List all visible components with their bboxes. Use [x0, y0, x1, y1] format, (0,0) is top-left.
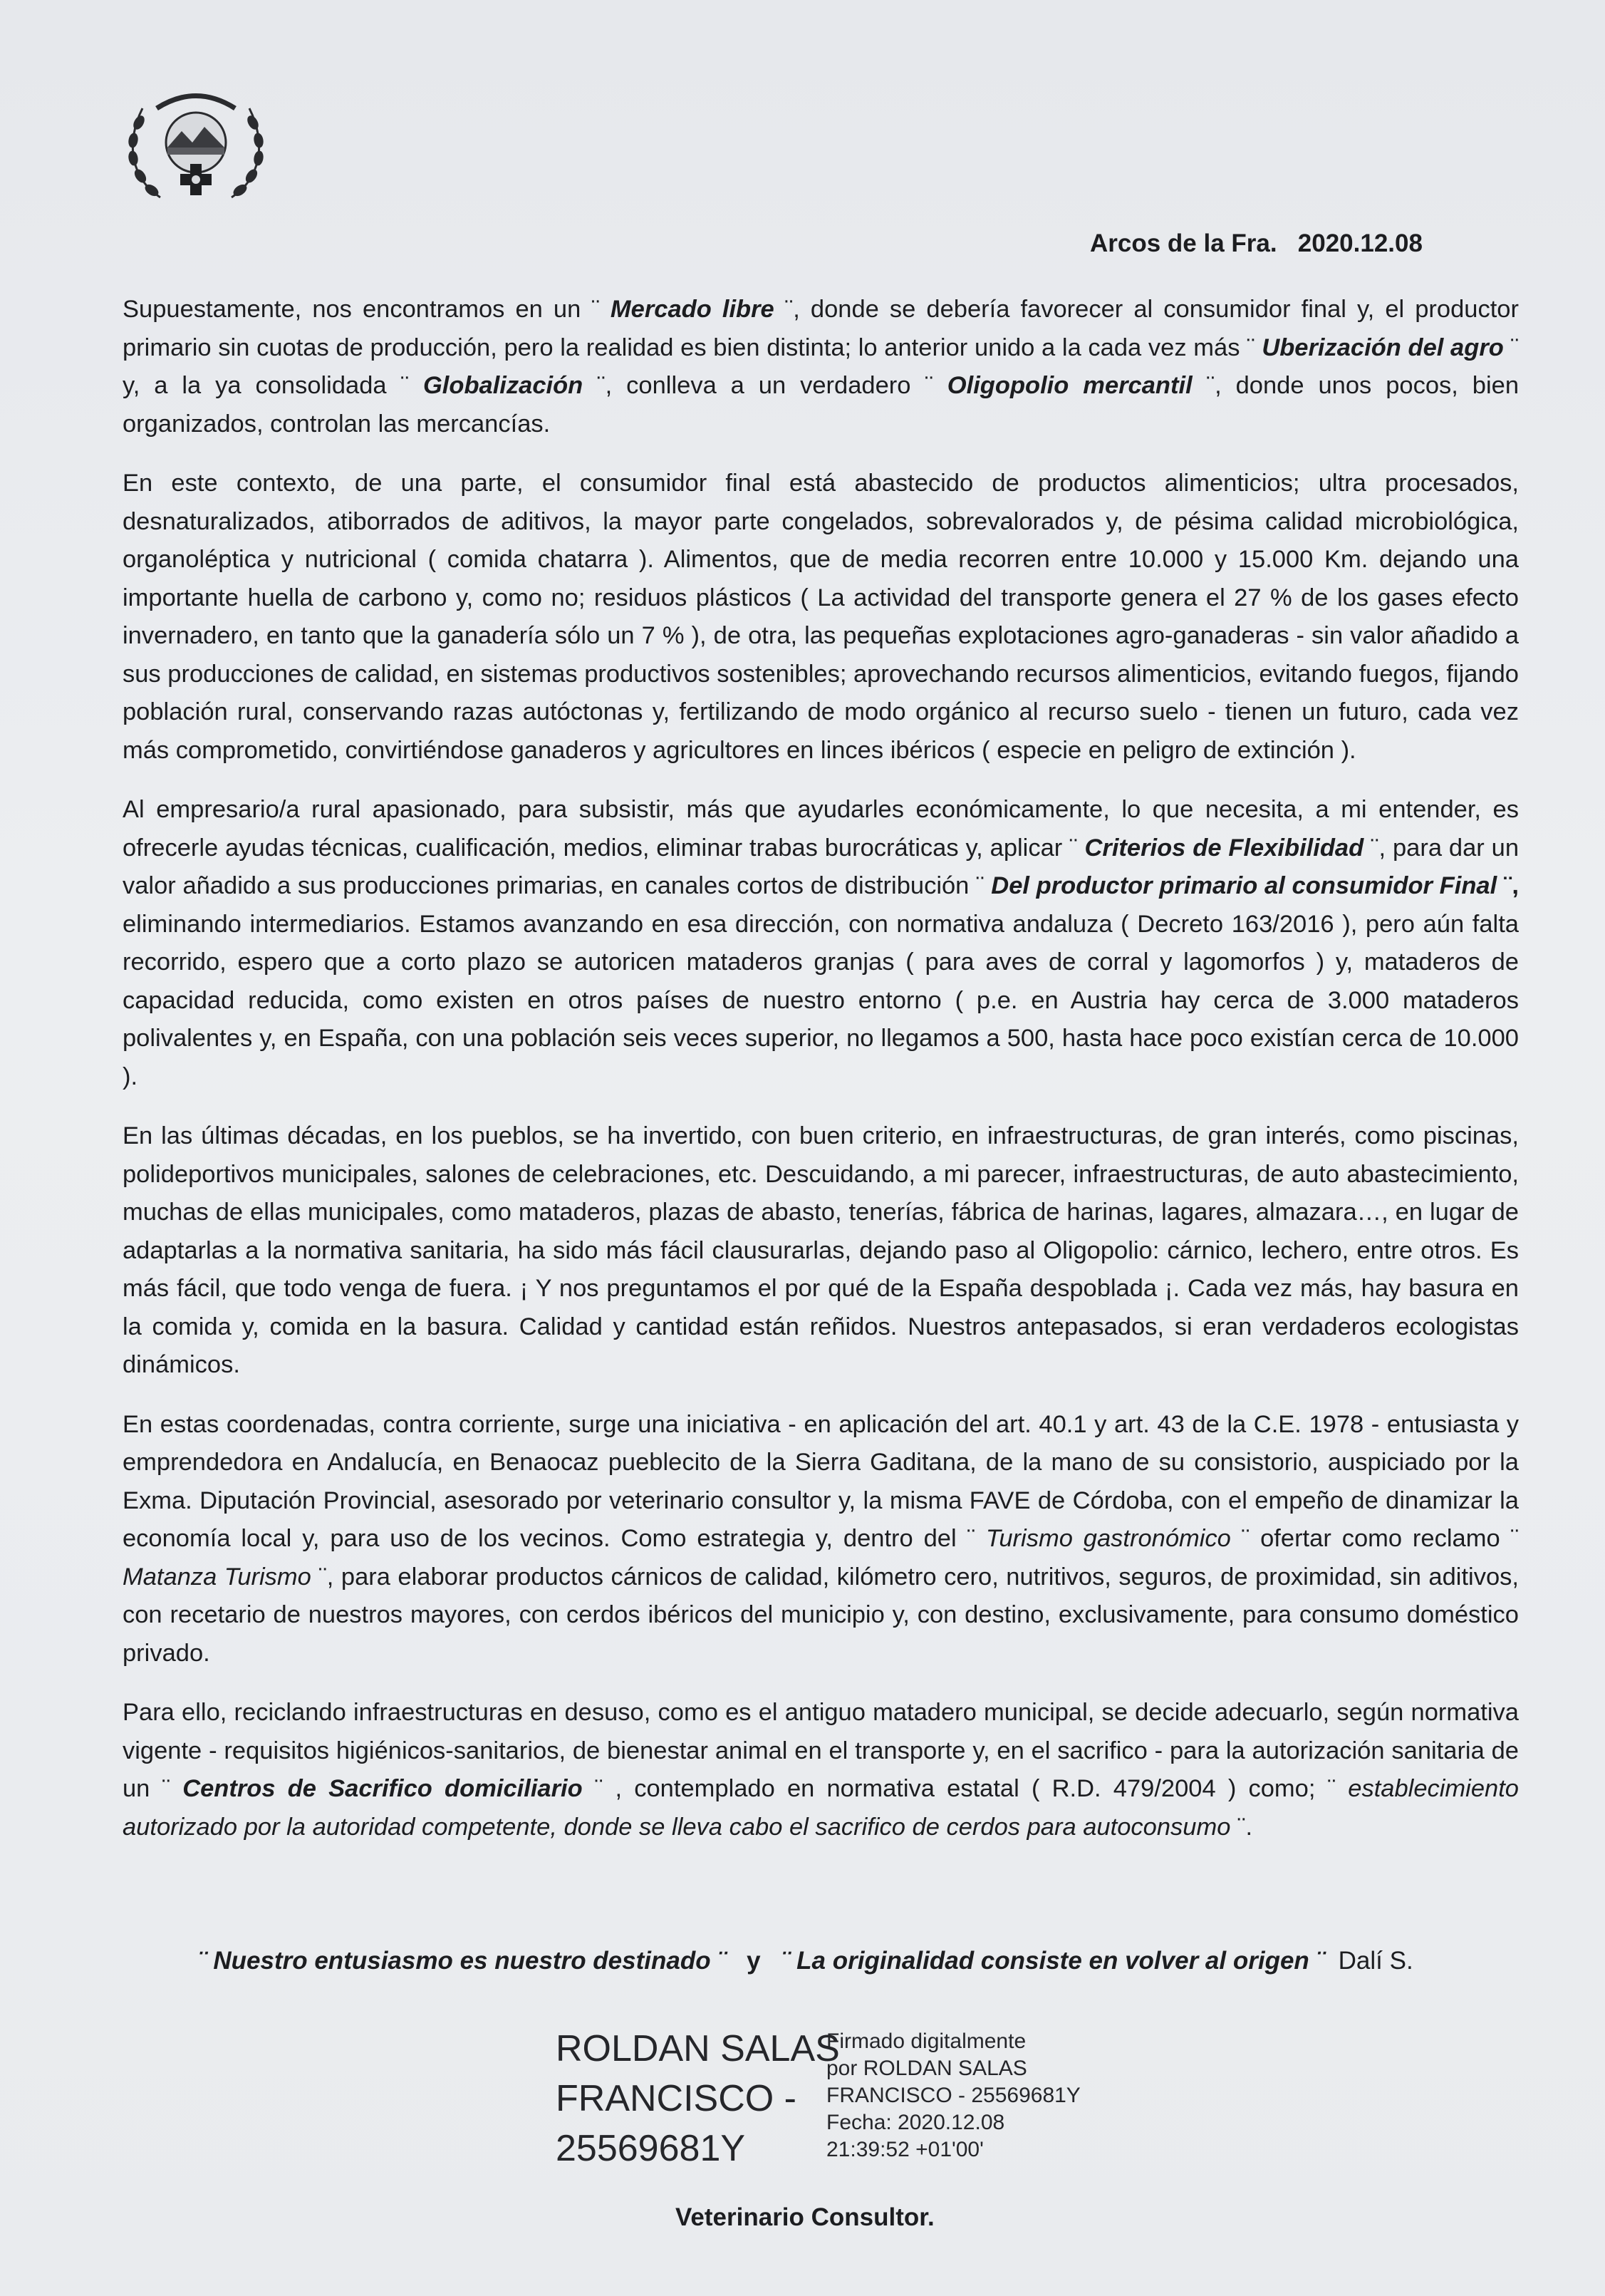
text-run: En estas coordenadas, contra corriente, surge una iniciativa - en aplicación del art. 40.1 y art. 43 de la C.E. 1978 - entusiasta y emprendedora en Andalucía, en Benaocaz pueblecito de la Sierra Gaditana, de la mano de su consistorio, auspiciado por la Exma. Diputación Provincial, asesorado por veterinario consultor y, la misma FAVE de Córdoba, con el empeño de dinamizar la economía local y, para uso de los vecinos. Como estrategia y, dentro del ¨	[123, 1410, 1519, 1552]
paragraph	[123, 791, 1519, 1096]
signature-info-line: 21:39:52 +01'00'	[826, 2138, 984, 2161]
text-run: ¨ , contemplado en normativa estatal ( R.D. 479/2004 ) como; ¨	[582, 1775, 1349, 1802]
text-run: eliminando intermediarios. Estamos avanzando en esa dirección, con normativa andaluza ( Decreto 163/2016 ), pero aún falta recorrido, espero que a corto plazo se autoricen mataderos granjas ( para aves de corral y lagomorfos ) y, mataderos de capacidad reducida, como existen en otros países de nuestro entorno ( p.e. en Austria hay cerca de 3.000 mataderos polivalentes y, en España, con una población seis veces superior, no llegamos a 500, hasta hace poco existían cerca de 10.000 ).	[123, 910, 1519, 1090]
text-run: ¨.	[1230, 1813, 1253, 1841]
text-run: Al empresario/a rural apasionado, para subsistir, más que ayudarles económicamente, lo que necesita, a mi entender, es ofrecerle ayudas técnicas, cualificación, medios, eliminar trabas burocráticas y, aplicar ¨	[123, 796, 1519, 862]
paragraph	[123, 291, 1519, 443]
signature-name	[556, 2024, 840, 2173]
digital-signature-info	[826, 2028, 1081, 2163]
signature-name-line: FRANCISCO -	[556, 2078, 796, 2119]
text-run: En las últimas décadas, en los pueblos, se ha invertido, con buen criterio, en infraestructuras, de gran interés, como piscinas, polideportivos municipales, salones de celebraciones, etc. Descuidando, a mi parecer, infraestructuras, de auto abastecimiento, muchas de ellas municipales, como mataderos, plazas de abasto, tenerías, fábrica de harinas, lagares, almazara…, en lugar de adaptarlas a la normativa sanitaria, ha sido más fácil clausurarlas, dejando paso al Oligopolio: cárnico, lechero, entre otros. Es más fácil, que todo venga de fuera. ¡ Y nos preguntamos el por qué de la España despoblada ¡. Cada vez más, hay basura en la comida y, comida en la basura. Calidad y cantidad están reñidos. Nuestros antepasados, si eran verdaderos ecologistas dinámicos.	[123, 1122, 1519, 1378]
signature-name-line: 25569681Y	[556, 2128, 746, 2169]
text-run: ¨, donde unos pocos, bien organizados, controlan las mercancías.	[123, 372, 1519, 438]
text-run: ¨ ofertar como reclamo ¨	[1230, 1525, 1520, 1552]
text-run: ¨, conlleva a un verdadero ¨	[583, 372, 947, 399]
quote-joiner: y	[725, 1947, 781, 1975]
quote-first: ¨ Nuestro entusiasmo es nuestro destinado ¨	[198, 1947, 726, 1975]
signature-info-line: FRANCISCO - 25569681Y	[826, 2084, 1081, 2107]
text-run: Turismo gastronómico	[985, 1525, 1231, 1552]
text-run: Del productor primario al consumidor Final	[991, 872, 1497, 899]
signature-info-line: por ROLDAN SALAS	[826, 2057, 1027, 2080]
closing-quote	[198, 1947, 1413, 1975]
text-run: ¨, donde se debería favorecer al consumidor final y, el productor primario sin cuotas de producción, pero la realidad es bien distinta; lo anterior unido a la cada vez más ¨	[123, 296, 1519, 361]
paragraph	[123, 1694, 1519, 1846]
signature-info-line: Fecha: 2020.12.08	[826, 2111, 1005, 2134]
paragraph	[123, 1117, 1519, 1385]
signature-name-line: ROLDAN SALAS	[556, 2028, 840, 2069]
signature-info-line: Firmado digitalmente	[826, 2029, 1027, 2053]
text-run: ¨ y, a la ya consolidada ¨	[123, 333, 1519, 399]
text-run: ¨, para elaborar productos cárnicos de calidad, kilómetro cero, nutritivos, seguros, de proximidad, sin aditivos, con recetario de nuestros mayores, con cerdos ibéricos del municipio y, con destino, exclusivamente, para consumo doméstico privado.	[123, 1563, 1519, 1667]
quote-author: Dalí S.	[1324, 1947, 1413, 1975]
letter-body	[123, 291, 1519, 1868]
text-run: ¨, para dar un valor añadido a sus producciones primarias, en canales cortos de distribución ¨	[123, 834, 1520, 899]
place-date: Arcos de la Fra. 2020.12.08	[1090, 229, 1423, 257]
text-run: establecimiento autorizado por la autoridad competente, donde se lleva cabo el sacrifico de cerdos para autoconsumo	[123, 1775, 1519, 1841]
paragraph	[123, 465, 1519, 770]
text-run: Para ello, reciclando infraestructuras en desuso, como es el antiguo matadero municipal, se decide adecuarlo, según normativa vigente - requisitos higiénicos-sanitarios, de bienestar animal en el transporte y, en el sacrifico - para la autorización sanitaria de un ¨	[123, 1699, 1519, 1802]
text-run: Oligopolio mercantil	[947, 372, 1193, 399]
quote-second: ¨ La originalidad consiste en volver al origen ¨	[781, 1947, 1325, 1975]
text-run: Uberización del agro	[1262, 333, 1504, 361]
text-run: Criterios de Flexibilidad	[1084, 834, 1364, 862]
text-run: En este contexto, de una parte, el consumidor final está abastecido de productos alimenticios; ultra procesados, desnaturalizados, atiborrados de aditivos, la mayor parte congelados, sobrevalorados y, de pésima calidad microbiológica, organoléptica y nutricional ( comida chatarra ). Alimentos, que de media recorren entre 10.000 y 15.000 Km. dejando una importante huella de carbono y, como no; residuos plásticos ( La actividad del transporte genera el 27 % de los gases efecto invernadero, en tanto que la ganadería sólo un 7 % ), de otra, las pequeñas explotaciones agro-ganaderas - sin valor añadido a sus producciones de calidad, en sistemas productivos sostenibles; aprovechando recursos alimenticios, evitando fuegos, fijando población rural, conservando razas autóctonas y, fertilizando de modo orgánico al recurso suelo - tienen un futuro, cada vez más comprometido, convirtiéndose ganaderos y agricultores en linces ibéricos ( especie en peligro de extinción ).	[123, 470, 1519, 764]
wreath-cross-seal-icon	[118, 80, 274, 208]
text-run: Globalización	[422, 372, 583, 399]
text-run: ¨,	[1497, 872, 1519, 899]
paragraph	[123, 1406, 1519, 1673]
text-run: Mercado libre	[610, 296, 774, 323]
text-run: Matanza Turismo	[123, 1563, 311, 1591]
text-run: Centros de Sacrifico domiciliario	[182, 1775, 583, 1802]
signer-role: Veterinario Consultor.	[675, 2203, 935, 2231]
text-run: Supuestamente, nos encontramos en un ¨	[123, 296, 611, 323]
